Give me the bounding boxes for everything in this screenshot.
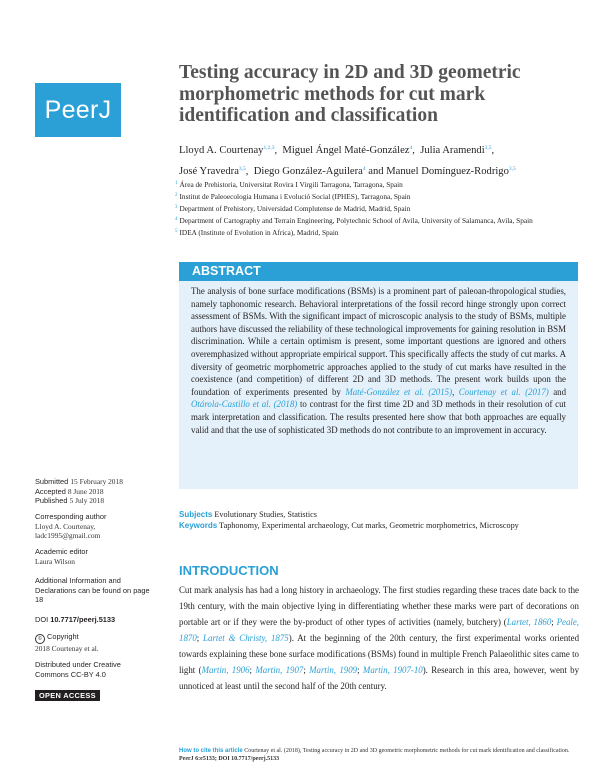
- abstract-separator: ,: [452, 386, 459, 397]
- abstract-heading: ABSTRACT: [179, 262, 578, 281]
- citation-link[interactable]: Otárola-Castillo et al. (2018): [191, 399, 298, 410]
- keywords-value: Taphonomy, Experimental archaeology, Cut marks, Geometric morphometrics, Microscopy: [219, 521, 519, 530]
- submitted-label: Submitted: [35, 477, 69, 486]
- affiliation-text: Institut de Paleoecologia Humana i Evolució Social (IPHES), Tarragona, Spain: [179, 192, 411, 201]
- cite-text: Courtenay et al. (2018), Testing accuracy in 2D and 3D geometric morphometric methods for cut mark identification and classification.: [244, 748, 570, 754]
- citation-link[interactable]: Martin, 1906: [201, 665, 250, 675]
- author-affil-ref: 1,2,3: [263, 145, 275, 151]
- affiliation-number: 4: [175, 217, 178, 222]
- affiliation-list: [175, 178, 585, 238]
- affiliation-item: [175, 178, 585, 190]
- affiliation-text: Department of Cartography and Terrain Engineering, Polytechnic School of Avila, University of Salamanca, Avila, Spain: [179, 216, 533, 225]
- doi-line: [35, 615, 160, 625]
- author-name: Diego González-Aguilera: [253, 166, 363, 177]
- copyright-text: 2018 Courtenay et al.: [35, 644, 99, 653]
- author-list: Lloyd A. Courtenay$^{1,2,3}$, Miguel Ángel Maté-González$^4$, Julia Aramendi$^{3,5}$, José Yravedra$^{3,5}$, Diego González-Aguilera$^4$ and Manuel Domínguez-Rodrigo$^{3,5}$: [179, 145, 516, 177]
- abstract-separator: and: [548, 386, 567, 397]
- intro-text: Cut mark analysis has had a long history in archaeology. The first studies regarding these traces date back to the 19th century, with the main objective lying in differentiating whether these marks were part of decorations on portable art or if they were the by-product of other types of activities (namely, butchery) (: [179, 585, 579, 627]
- affiliation-item: [175, 202, 585, 214]
- doi-label: DOI: [35, 615, 49, 624]
- affiliation-number: 2: [175, 193, 178, 198]
- citation-link[interactable]: Martin, 1907: [255, 665, 304, 675]
- intro-separator: ;: [357, 665, 363, 675]
- author-and: and: [368, 166, 384, 177]
- abstract-text: to contrast for the first time 2D and 3D methods in their resolution of cut mark interpretation and classification. The results presented here show that both approaches are equally valid and that the use of sophisticated 3D methods do not contribute to an improvement in accuracy.: [191, 399, 566, 435]
- editor-label: Academic editor: [35, 547, 88, 556]
- author-name: José Yravedra: [179, 166, 239, 177]
- published-date: 5 July 2018: [69, 496, 105, 505]
- paper-title: Testing accuracy in 2D and 3D geometric morphometric methods for cut mark identification and classification: [179, 62, 521, 126]
- keywords-label: Keywords: [179, 521, 218, 530]
- intro-separator: ;: [303, 665, 310, 675]
- citation-link[interactable]: Peale, 1870: [179, 617, 580, 643]
- author-affil-ref: 3,5: [484, 145, 492, 151]
- intro-text: ). At the beginning of the 20th century, the first experimental works oriented towards explaining these bone surface modifications (BSMs) found in multiple French Palaeolithic sites came to light (: [179, 633, 580, 675]
- affiliation-number: 1: [175, 181, 178, 186]
- introduction-body: [179, 582, 579, 694]
- abstract-body: [179, 281, 578, 489]
- subjects-value: Evolutionary Studies, Statistics: [214, 510, 317, 519]
- citation-footer: [179, 747, 579, 763]
- affiliation-item: [175, 190, 585, 202]
- author-affil-ref: 4: [362, 166, 366, 172]
- corresponding-email[interactable]: ladc1995@gmail.com: [35, 531, 101, 540]
- cite-ref: PeerJ 6:e5133; DOI 10.7717/peerj.5133: [179, 756, 280, 762]
- open-access-badge: OPEN ACCESS: [35, 690, 100, 701]
- peerj-logo: PeerJ: [35, 83, 121, 137]
- author-name: Lloyd A. Courtenay: [179, 145, 264, 156]
- citation-link[interactable]: Lartet & Christy, 1875: [203, 633, 289, 643]
- affiliation-text: Department of Prehistory, Universidad Complutense de Madrid, Madrid, Spain: [179, 204, 411, 213]
- intro-text: ). Research in this area, however, went by unnoticed at least until the second half of the 20th century.: [179, 665, 580, 691]
- citation-link[interactable]: Martin, 1909: [309, 665, 358, 675]
- editor-name: Laura Wilson: [35, 556, 75, 566]
- academic-editor: [35, 547, 160, 566]
- author-affil-ref: 3,5: [238, 166, 246, 172]
- affiliation-item: [175, 226, 585, 238]
- cite-label: How to cite this article: [179, 748, 243, 754]
- accepted-label: Accepted: [35, 486, 66, 496]
- affiliation-text: IDEA (Institute of Evolution in Africa), Madrid, Spain: [179, 228, 339, 237]
- intro-separator: ;: [551, 617, 557, 627]
- copyright-block: [35, 632, 160, 654]
- author-name: Manuel Domínguez-Rodrigo: [386, 166, 509, 177]
- copyright-label: Copyright: [47, 632, 79, 641]
- intro-separator: ;: [249, 665, 256, 675]
- corresponding-label: Corresponding author: [35, 512, 107, 521]
- affiliation-number: 3: [175, 205, 178, 210]
- citation-link[interactable]: Martin, 1907-10: [362, 665, 423, 675]
- affiliation-number: 5: [175, 229, 178, 234]
- citation-link[interactable]: Lartet, 1860: [506, 617, 552, 627]
- keywords-line: [179, 520, 579, 531]
- author-affil-ref: 3,5: [508, 166, 516, 172]
- intro-separator: ;: [196, 633, 204, 643]
- abstract-text: The analysis of bone surface modifications (BSMs) is a prominent part of paleoan-thropological studies, namely taphonomic research. Behavioral interpretations of the fossil record hinge strongly upon correct assessment of BSMs. With the significant impact of microscopic analysis to the study of BSMs, multiple authors have discussed the reliability of these technological improvements for gaining resolution in BSM discrimination. While a certain optimism is present, some important questions are ignored and others overemphasized without appropriate empirical support. This specifically affects the study of cut marks. A diversity of geometric morphometric approaches applied to the study of cut marks have resulted in the coexistence (and competition) of different 2D and 3D methods. The present work builds upon the foundation of experiments presented by: [191, 286, 566, 397]
- author-name: Julia Aramendi: [420, 145, 485, 156]
- additional-info[interactable]: Additional Information and Declarations can be found on page 18: [35, 576, 150, 604]
- affiliation-item: [175, 214, 585, 226]
- doi-link[interactable]: 10.7717/peerj.5133: [50, 615, 116, 624]
- introduction-heading: INTRODUCTION: [179, 563, 279, 578]
- license-text: Distributed under Creative Commons CC-BY 4.0: [35, 660, 121, 679]
- affiliation-text: Área de Prehistoria, Universitat Rovira I Virgili Tarragona, Tarragona, Spain: [179, 180, 403, 189]
- author-affil-ref: 4: [409, 145, 413, 151]
- copyright-icon: ©: [35, 634, 45, 644]
- citation-link[interactable]: Maté-González et al. (2015): [345, 386, 453, 397]
- author-name: Miguel Ángel Maté-González: [282, 145, 410, 156]
- subjects-label: Subjects: [179, 510, 213, 519]
- citation-link[interactable]: Courtenay et al. (2017): [458, 386, 549, 397]
- corresponding-author: [35, 512, 160, 541]
- subjects-line: [179, 509, 579, 520]
- submitted-date: 15 February 2018: [70, 477, 123, 486]
- published-label: Published: [35, 496, 68, 505]
- corresponding-name: Lloyd A. Courtenay,: [35, 521, 96, 531]
- accepted-date: 8 June 2018: [67, 486, 104, 496]
- submission-dates: [35, 477, 160, 506]
